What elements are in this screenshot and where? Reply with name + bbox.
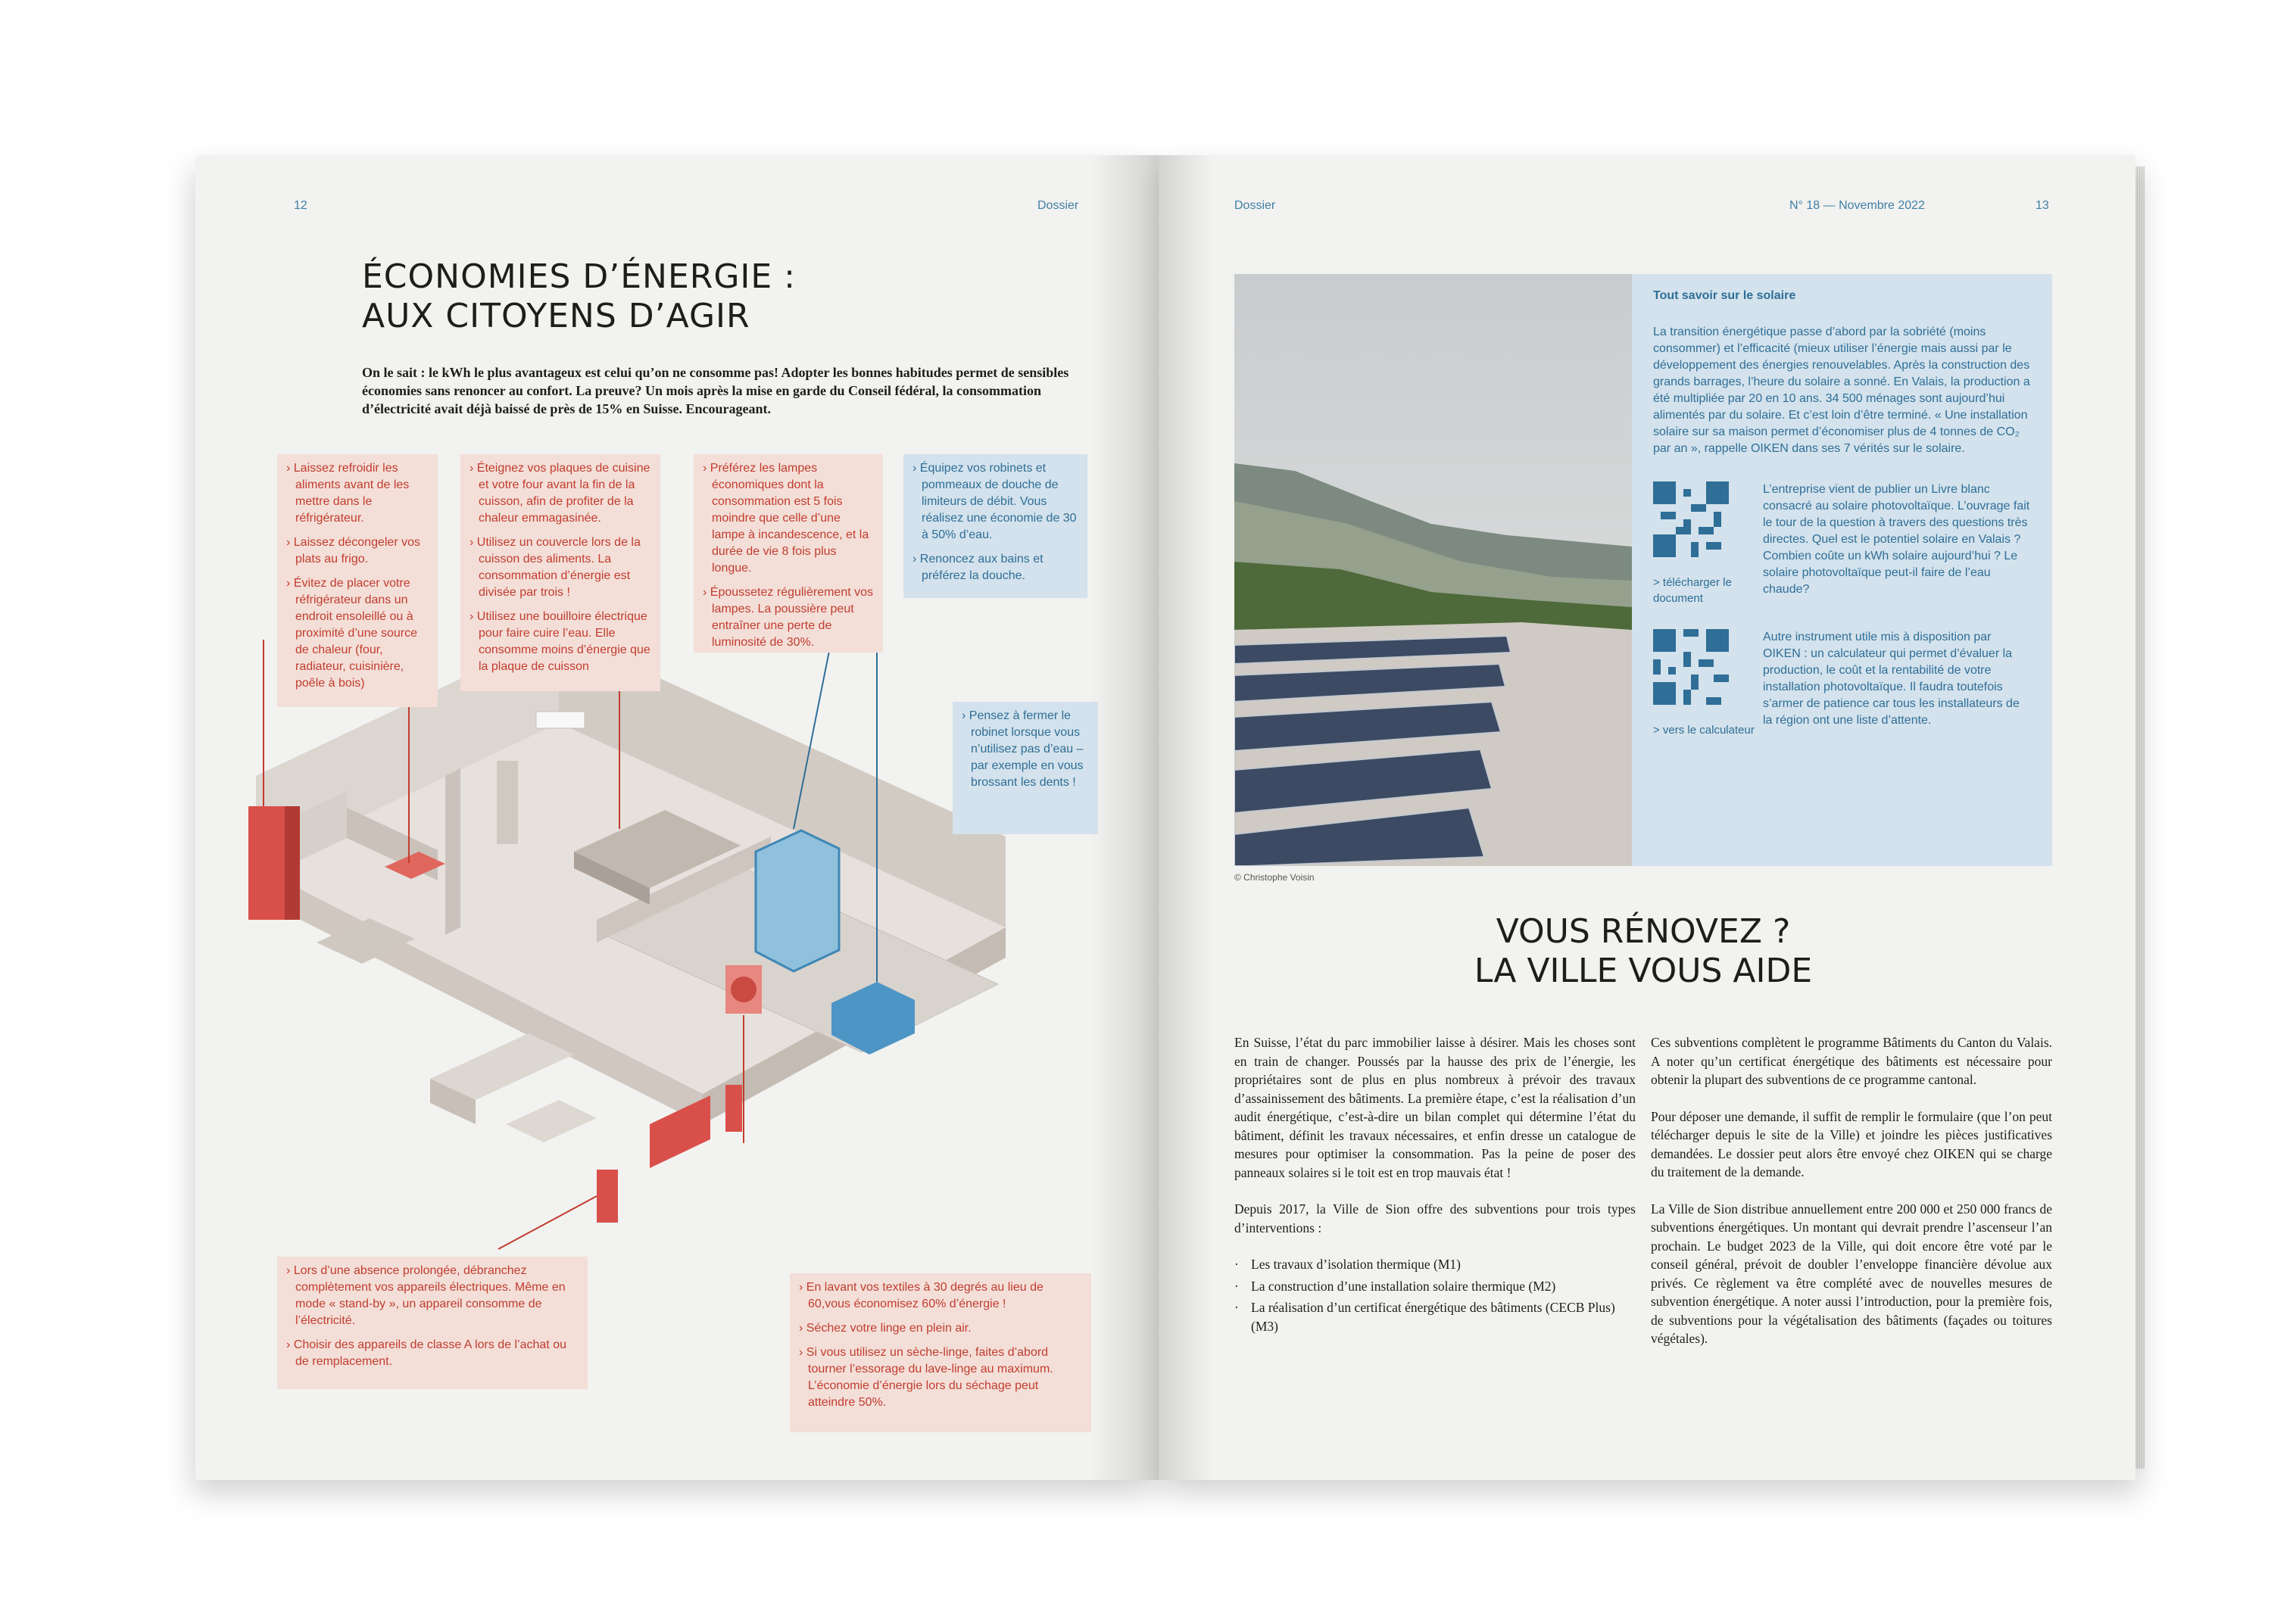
tip-item: › Si vous utilisez un sèche-linge, faites d’abord tourner l’essorage du lave-linge au maximum. L’économie d’énergie lors du séchage peut atteindre 50%. bbox=[799, 1344, 1082, 1411]
gutter-shadow bbox=[1159, 155, 1212, 1480]
download-document-link[interactable]: > télécharger le document bbox=[1653, 576, 1732, 605]
speaker-right-highlight bbox=[725, 1085, 742, 1132]
tip-box-water bbox=[903, 454, 1087, 598]
section-heading bbox=[1234, 912, 2052, 991]
tip-item: › Évitez de placer votre réfrigérateur dans un endroit ensoleillé ou à proximité d’une source de chaleur (four, radiateur, cuisinière, poêle à bois) bbox=[286, 575, 429, 692]
tip-item: › Laissez décongeler vos plats au frigo. bbox=[286, 534, 429, 568]
paragraph: Pour déposer une demande, il suffit de remplir le formulaire (que l’on peut télécharger depuis le site de la Ville) et joindre les pièces justificatives demandées. Le dossier peut alors être envoyé chez OIKEN qui se charge du traitement de la demande. bbox=[1651, 1108, 2052, 1179]
list-item: · La réalisation d’un certificat énergétique des bâtiments (CECB Plus) (M3) bbox=[1251, 1298, 1636, 1335]
tip-item: › Équipez vos robinets et pommeaux de douche de limiteurs de débit. Vous réalisez une économie de 30 à 50% d’eau. bbox=[912, 460, 1078, 544]
fridge-side bbox=[285, 806, 300, 920]
qr-calculator-text: Autre instrument utile mis à disposition par OIKEN : un calculateur qui permet d’évaluer la production, le coût et la rentabilité de votre installation photovoltaïque. Il faudra toutefois s’armer de patience car tous les installateurs de la région ont une liste d’attente. bbox=[1763, 631, 2020, 727]
intervention-list bbox=[1234, 1255, 1636, 1335]
qr-code-icon[interactable] bbox=[1653, 629, 1729, 705]
solar-panels-photo bbox=[1234, 274, 1632, 866]
apartment-illustration bbox=[241, 640, 1021, 1321]
paragraph: Depuis 2017, la Ville de Sion offre des subventions pour trois types d’interventions : bbox=[1234, 1201, 1636, 1235]
photo-credit: © Christophe Voisin bbox=[1234, 872, 1315, 883]
water-heater bbox=[536, 712, 585, 728]
qr-code-icon[interactable] bbox=[1653, 481, 1729, 557]
issue-label: N° 18 — Novembre 2022 bbox=[1789, 199, 1925, 212]
list-item: · La construction d’une installation solaire thermique (M2) bbox=[1251, 1277, 1636, 1296]
tip-box-laundry bbox=[790, 1273, 1091, 1432]
qr-block-document bbox=[1653, 481, 2031, 606]
shower-highlight bbox=[756, 830, 839, 971]
tip-box-lamps bbox=[694, 454, 883, 653]
tip-item: › Pensez à fermer le robinet lorsque vous n’utilisez pas d’eau – par exemple en vous brossant les dents ! bbox=[962, 708, 1089, 791]
tip-item: › Choisir des appareils de classe A lors de l’achat ou de remplacement. bbox=[286, 1337, 579, 1370]
qr-document-text: L’entreprise vient de publier un Livre blanc consacré au solaire photovoltaïque. L’ouvrage fait le tour de la question à travers des questions très directes. Quel est le potentiel solaire en Valais ? Combien coûte un kWh solaire aujourd’hui ? Le solaire photovoltaïque peut-il faire de l’eau chaude? bbox=[1763, 483, 2030, 596]
page-number-left: 12 bbox=[294, 199, 307, 212]
left-page bbox=[195, 155, 1159, 1480]
gutter-shadow bbox=[1090, 155, 1159, 1480]
tip-box-standby bbox=[277, 1257, 588, 1389]
paragraph: En Suisse, l’état du parc immobilier laisse à désirer. Mais les choses sont en train de changer. Poussés par la hausse des prix de l’énergie, les propriétaires sont de plus en plus nombreux à prévoir des travaux d’assainissement des bâtiments. La première étape, c’est la réalisation d’un audit énergétique, c’est-à-dire un bilan complet qui détermine l’état du bâtiment, définit les travaux nécessaires, et enfin dresse un catalogue de mesures pour optimiser la consommation. Pas la peine de poser des panneaux solaires si le toit est en trop mauvais état ! bbox=[1234, 1035, 1636, 1180]
washing-machine-door bbox=[731, 977, 756, 1002]
tip-box-tap bbox=[953, 702, 1098, 834]
heading-line-1: VOUS RÉNOVEZ ? bbox=[1496, 912, 1791, 951]
calculator-link[interactable]: > vers le calculateur bbox=[1653, 724, 1755, 737]
paragraph: La Ville de Sion distribue annuellement entre 200 000 et 250 000 francs de subventions énergétiques. Un montant qui devrait prendre l’ascenseur l’an prochain. Le budget 2023 de la Ville, qui doit encore être voté par le conseil général, prévoit de doubler l’enveloppe financière dévolue aux privés. Ce règlement va être complété avec de nouvelles mesures de subvention énergétique. A noter aussi l’introduction, pour la première fois, de subventions pour la végétalisation des bâtiments (façades ou toitures végétales). bbox=[1651, 1201, 2052, 1346]
section-label-left: Dossier bbox=[1037, 199, 1079, 212]
tip-item: › Renoncez aux bains et préférez la douche. bbox=[912, 551, 1078, 584]
list-item: · Les travaux d’isolation thermique (M1) bbox=[1251, 1255, 1636, 1274]
tip-item: › Lors d’une absence prolongée, débranchez complètement vos appareils électriques. Même en mode « stand-by », un appareil consomme de l’électricité. bbox=[286, 1263, 579, 1329]
solar-info-box bbox=[1632, 274, 2052, 866]
page-title bbox=[362, 257, 796, 336]
tip-item: › Laissez refroidir les aliments avant de les mettre dans le réfrigérateur. bbox=[286, 460, 429, 527]
title-line-1: ÉCONOMIES D’ÉNERGIE : bbox=[362, 257, 796, 296]
fridge-highlight bbox=[248, 806, 285, 920]
tip-item: › Éteignez vos plaques de cuisine et votre four avant la fin de la cuisson, afin de profiter de la chaleur emmagasinée. bbox=[469, 460, 651, 527]
tip-item: › Préférez les lampes économiques dont la consommation est 5 fois moindre que celle d’une lampe à incandescence, et la durée de vie 8 fois plus longue. bbox=[703, 460, 874, 577]
article-column-1 bbox=[1234, 1033, 1636, 1338]
title-line-2: AUX CITOYENS D’AGIR bbox=[362, 297, 750, 335]
tip-item: › Séchez votre linge en plein air. bbox=[799, 1320, 1082, 1337]
mirror bbox=[497, 761, 518, 844]
section-label-right: Dossier bbox=[1234, 199, 1276, 212]
info-box-intro: La transition énergétique passe d’abord par la sobriété (moins consommer) et l’efficacité (mieux utiliser l’énergie mais aussi par le développement des énergies renouvelables. Après la construction des grands barrages, l’heure du solaire a sonné. En Valais, la production a été multipliée par 20 en 10 ans. 34 500 ménages sont aujourd’hui alimentés par du solaire. Et c’est loin d’être terminé. « Une installation solaire sur sa maison permet d’économiser plus de 4 tonnes de CO₂ par an », rappelle OIKEN dans ses 7 vérités sur le solaire. bbox=[1653, 326, 2030, 455]
tip-box-cooking bbox=[460, 454, 660, 691]
lead-paragraph: On le sait : le kWh le plus avantageux est celui qu’on ne consomme pas! Adopter les bonnes habitudes permet de sensibles économies sans renoncer au confort. La preuve? Un mois après la mise en garde du Conseil fédéral, la consommation d’électricité avait déjà baissé de près de 15% en Suisse. Encourageant. bbox=[362, 365, 1069, 416]
right-page bbox=[1159, 155, 2135, 1480]
qr-block-calculator bbox=[1653, 629, 2031, 738]
tip-item: › Utilisez une bouilloire électrique pour faire cuire l’eau. Elle consomme moins d’énergie que la plaque de cuisson bbox=[469, 609, 651, 675]
tip-box-fridge bbox=[277, 454, 438, 707]
article-column-2 bbox=[1651, 1033, 2052, 1366]
speaker-left-highlight bbox=[597, 1170, 618, 1223]
tip-item: › Utilisez un couvercle lors de la cuisson des aliments. La consommation d’énergie est divisée par trois ! bbox=[469, 534, 651, 601]
page-number-right: 13 bbox=[2036, 199, 2049, 212]
connector-standby bbox=[498, 1196, 597, 1249]
partition-wall bbox=[445, 768, 460, 935]
info-box-title: Tout savoir sur le solaire bbox=[1653, 289, 1796, 302]
tip-item: › En lavant vos textiles à 30 degrés au lieu de 60,vous économisez 60% d’énergie ! bbox=[799, 1279, 1082, 1313]
paragraph: Ces subventions complètent le programme Bâtiments du Canton du Valais. A noter qu’un certificat énergétique des bâtiments est nécessaire pour obtenir la plupart des subventions de ce programme cantonal. bbox=[1651, 1035, 2052, 1087]
coffee-table bbox=[506, 1100, 597, 1142]
heading-line-2: LA VILLE VOUS AIDE bbox=[1474, 952, 1813, 990]
tip-item: › Époussetez régulièrement vos lampes. La poussière peut entraîner une perte de luminosité de 30%. bbox=[703, 584, 874, 651]
